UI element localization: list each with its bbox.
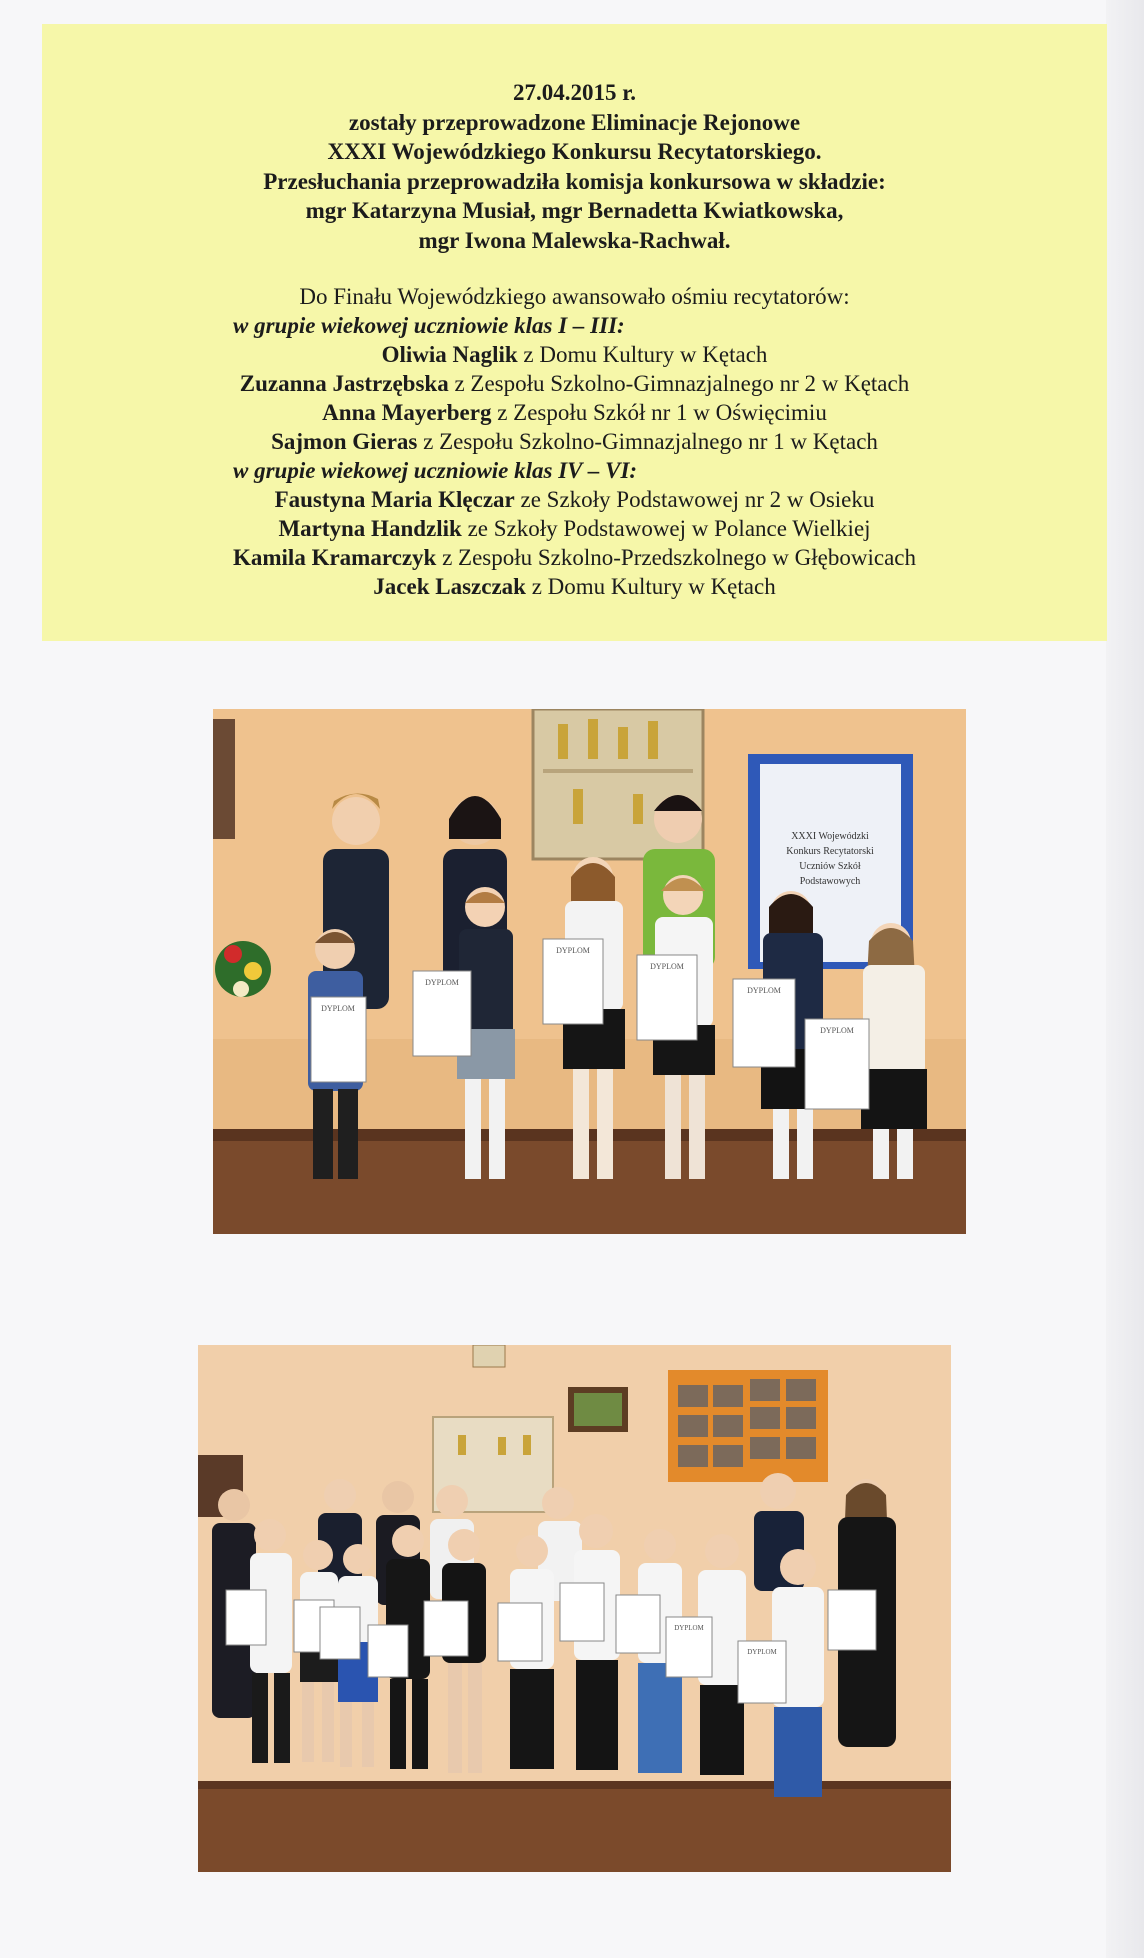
notice-date: 27.04.2015 r.	[512, 80, 637, 105]
notice-box	[42, 24, 1107, 641]
winner-line	[62, 485, 1087, 514]
heading-line: mgr Katarzyna Musiał, mgr Bernadetta Kwiatkowska,	[305, 198, 844, 224]
winner-school: ze Szkoły Podstawowej w Polance Wielkiej	[461, 516, 871, 542]
award-photo-2-illustration	[198, 1345, 951, 1872]
advance-text: Do Finału Wojewódzkiego awansowało ośmiu recytatorów:	[299, 283, 850, 309]
award-photo-2	[198, 1345, 951, 1872]
award-photo-1-illustration	[213, 709, 966, 1234]
diploma-label: DYPLOM	[556, 946, 590, 955]
winner-name: Faustyna Maria Klęczar	[274, 487, 515, 513]
diploma-label: DYPLOM	[747, 986, 781, 995]
diploma-label: DYPLOM	[820, 1026, 854, 1035]
banner-text: Podstawowych	[799, 876, 861, 887]
award-photo-1	[213, 709, 966, 1234]
scan-edge	[1106, 0, 1144, 1958]
winner-school: z Zespołu Szkolno-Gimnazjalnego nr 2 w Kętach	[448, 371, 910, 397]
winner-line	[62, 543, 1087, 572]
winner-line	[62, 369, 1087, 398]
winner-name: Anna Mayerberg	[322, 400, 492, 426]
heading-line: Przesłuchania przeprowadziła komisja konkursowa w składzie:	[263, 168, 886, 194]
heading-line: XXXI Wojewódzkiego Konkursu Recytatorskiego.	[327, 139, 822, 165]
heading-line: zostały przeprowadzone Eliminacje Rejonowe	[348, 109, 801, 135]
diploma-label: DYPLOM	[321, 1004, 355, 1013]
group-label-1: w grupie wiekowej uczniowie klas I – III:	[233, 313, 625, 339]
winner-school: ze Szkoły Podstawowej nr 2 w Osieku	[514, 487, 875, 513]
diploma-label: DYPLOM	[747, 1648, 777, 1656]
diploma-label: DYPLOM	[650, 962, 684, 971]
winner-name: Zuzanna Jastrzębska	[239, 371, 449, 397]
diploma-label: DYPLOM	[425, 978, 459, 987]
winner-school: z Zespołu Szkolno-Gimnazjalnego nr 1 w Kętach	[417, 429, 878, 455]
winner-school: z Zespołu Szkolno-Przedszkolnego w Głębowicach	[436, 545, 917, 571]
winner-school: z Domu Kultury w Kętach	[517, 342, 768, 368]
winner-line	[62, 340, 1087, 369]
diploma-label: DYPLOM	[674, 1624, 704, 1632]
winner-school: z Domu Kultury w Kętach	[525, 574, 776, 600]
winner-line	[62, 572, 1087, 601]
banner-text: Uczniów Szkół	[799, 861, 861, 872]
winner-name: Kamila Kramarczyk	[232, 545, 437, 571]
heading-line: mgr Iwona Malewska-Rachwał.	[418, 227, 731, 253]
winner-line	[62, 398, 1087, 427]
winner-name: Jacek Laszczak	[373, 574, 526, 600]
banner-text: XXXI Wojewódzki	[791, 831, 869, 842]
winner-school: z Zespołu Szkół nr 1 w Oświęcimiu	[491, 400, 827, 426]
winner-name: Martyna Handzlik	[278, 516, 462, 542]
winner-name: Sajmon Gieras	[271, 429, 418, 455]
winner-line	[62, 427, 1087, 456]
winner-name: Oliwia Naglik	[381, 342, 518, 368]
group-label-2: w grupie wiekowej uczniowie klas IV – VI:	[233, 458, 638, 484]
banner-text: Konkurs Recytatorski	[786, 846, 874, 857]
winner-line	[62, 514, 1087, 543]
